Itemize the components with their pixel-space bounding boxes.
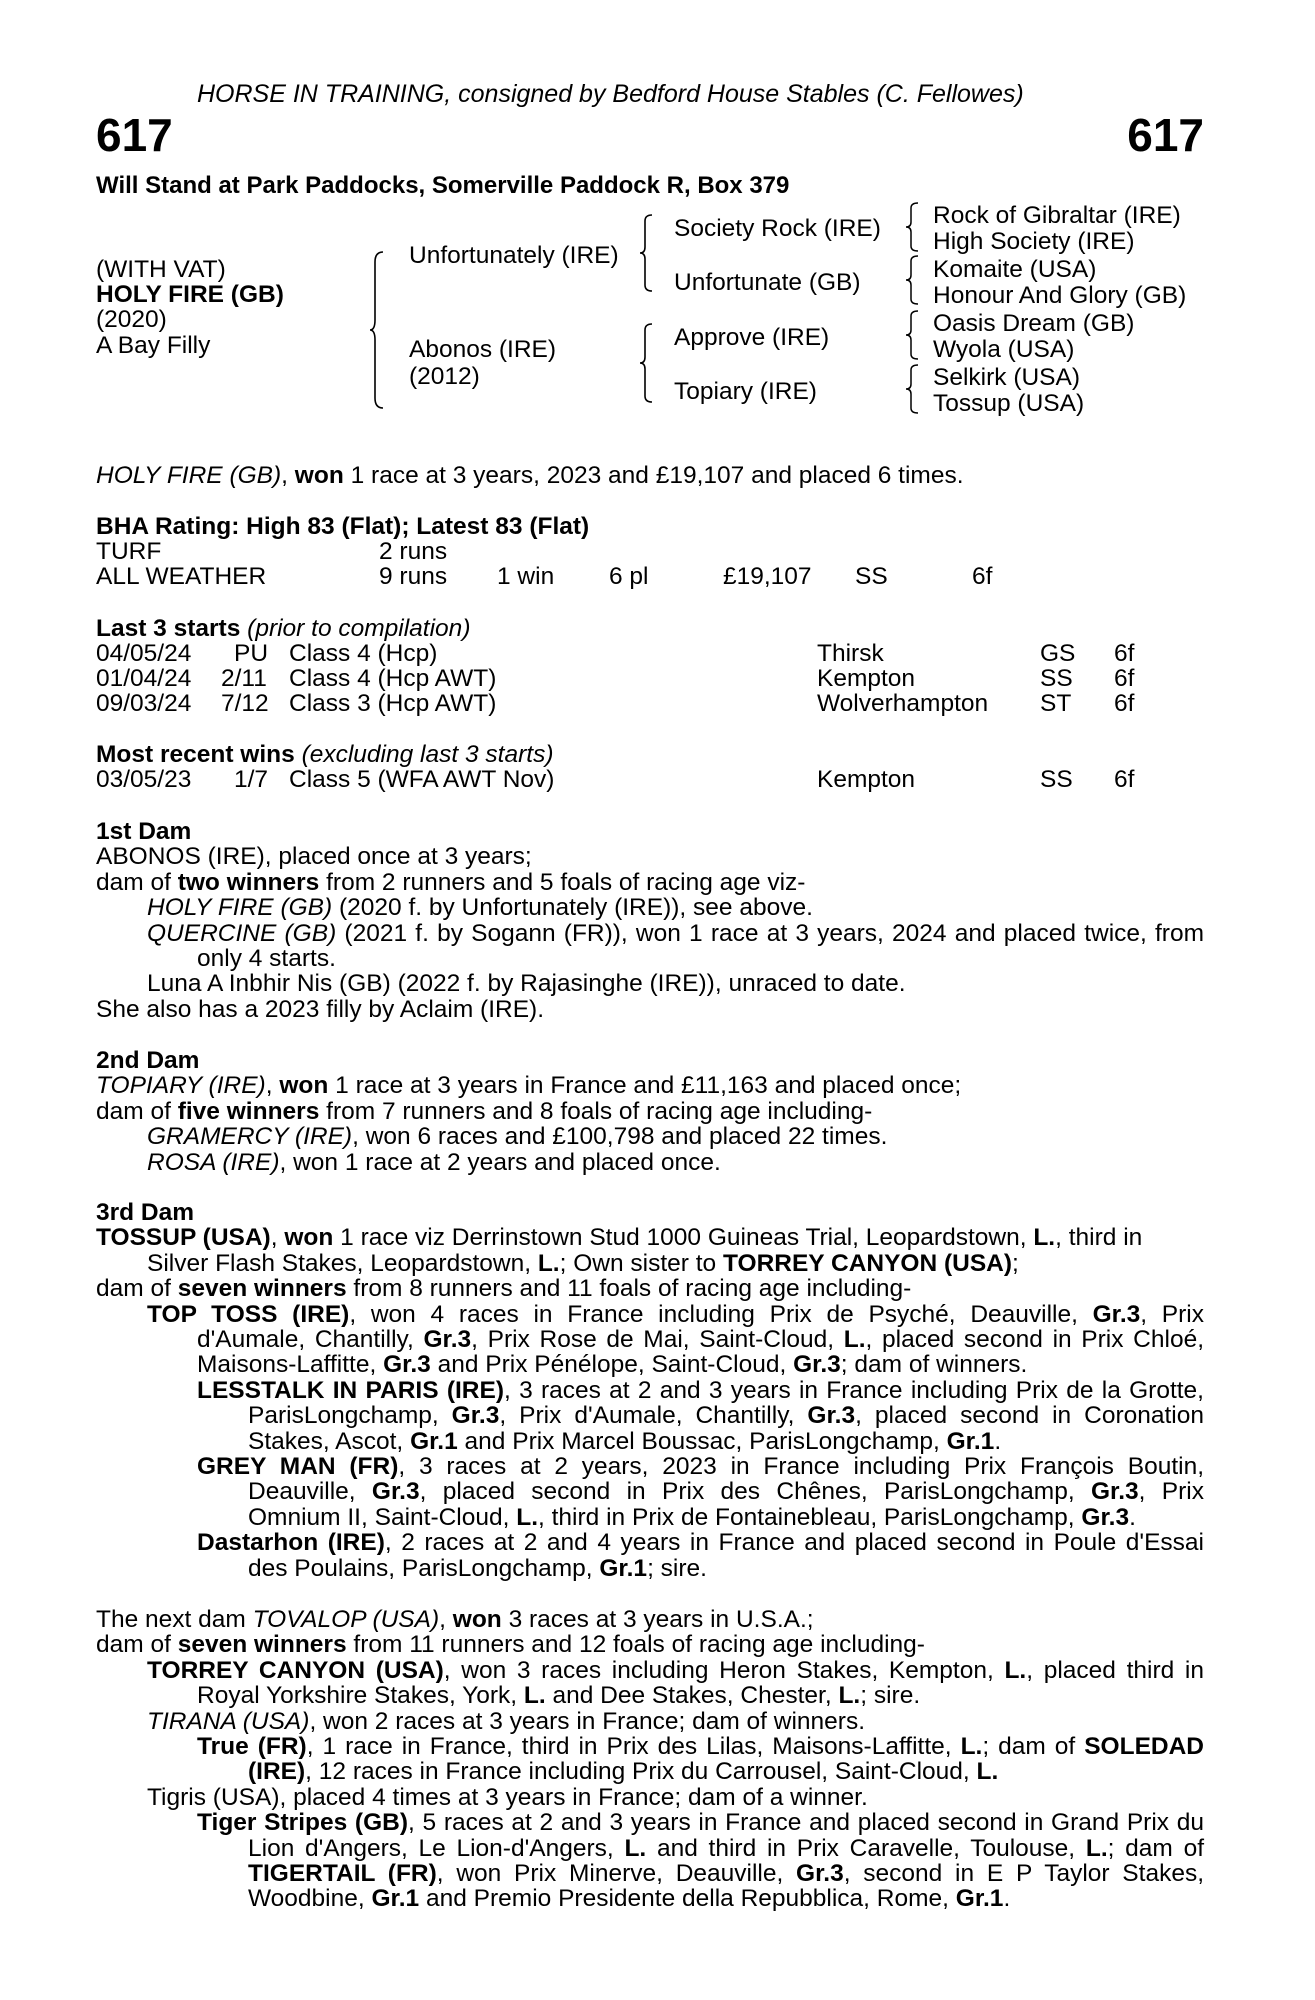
progeny-name: TIRANA (USA) bbox=[147, 1707, 310, 1735]
recent-wins-heading bbox=[96, 742, 553, 767]
text: 1 race viz Derrinstown Stud 1000 Guineas Trial, Leopardstown, bbox=[333, 1224, 1034, 1252]
text: , 2 races at 2 and 4 years in France and placed second in Poule d'Essai des Poulains, ParisLongchamp, bbox=[248, 1529, 1204, 1582]
grade: Gr.3 bbox=[1092, 1300, 1141, 1328]
progeny-detail: , won 6 races and £100,798 and placed 22 times. bbox=[352, 1123, 888, 1151]
rating-places: 6 pl bbox=[609, 563, 649, 590]
text: and Prix Marcel Boussac, ParisLongchamp, bbox=[457, 1427, 947, 1455]
next-dam-section bbox=[96, 1607, 1204, 1912]
first-dam-record: ABONOS (IRE), placed once at 3 years; bbox=[96, 843, 532, 871]
text: . bbox=[994, 1427, 1002, 1455]
text: , third in Silver Flash Stakes, Leopardstown, bbox=[147, 1224, 1143, 1277]
grade: Gr.3 bbox=[451, 1402, 500, 1430]
grade: Gr.3 bbox=[423, 1326, 472, 1354]
text: dam of bbox=[96, 1097, 178, 1125]
progeny-entry bbox=[96, 1530, 1204, 1581]
progeny-entry bbox=[96, 1302, 1204, 1378]
progeny-entry: Luna A Inbhir Nis (GB) (2022 f. by Rajasinghe (IRE)), unraced to date. bbox=[147, 970, 906, 998]
start-going: ST bbox=[1040, 690, 1072, 717]
pedigree-dam: Abonos (IRE) bbox=[409, 336, 557, 363]
grade: Gr.3 bbox=[383, 1351, 431, 1379]
start-course: Thirsk bbox=[817, 640, 884, 667]
start-date: 09/03/24 bbox=[96, 690, 192, 717]
text: ; sire. bbox=[860, 1682, 921, 1710]
grade: Gr.1 bbox=[410, 1427, 458, 1455]
start-race: Class 4 (Hcp) bbox=[289, 640, 438, 667]
text: ; Own sister to bbox=[559, 1249, 723, 1277]
rating-title: BHA Rating: High 83 (Flat); Latest 83 (Flat) bbox=[96, 513, 590, 540]
pedigree-brace-dam bbox=[640, 322, 654, 404]
start-race: Class 4 (Hcp AWT) bbox=[289, 665, 497, 692]
summary-text: 1 race at 3 years, 2023 and £19,107 and placed 6 times. bbox=[350, 462, 964, 489]
win-course: Kempton bbox=[817, 766, 916, 793]
winners-count: seven winners bbox=[177, 1275, 347, 1303]
text: , 3 races at 2 years, 2023 in France including Prix François Boutin, Deauville, bbox=[248, 1453, 1204, 1506]
progeny-name: GREY MAN (FR) bbox=[197, 1453, 399, 1481]
grade: L. bbox=[1085, 1834, 1108, 1862]
first-dam-note: She also has a 2023 filly by Aclaim (IRE). bbox=[96, 995, 545, 1023]
pedigree-brace-g2 bbox=[906, 254, 920, 306]
text: , Prix Omnium II, Saint-Cloud, bbox=[248, 1478, 1204, 1531]
first-dam-produce bbox=[96, 870, 1204, 895]
start-course: Kempton bbox=[817, 665, 916, 692]
text: , placed second in Prix Chloé, Maisons-Laffitte, bbox=[197, 1326, 1204, 1379]
second-dam-section bbox=[96, 1048, 1204, 1175]
grade: L. bbox=[523, 1682, 546, 1710]
progeny-name: TOP TOSS (IRE) bbox=[147, 1300, 350, 1328]
won-label: won bbox=[284, 1224, 334, 1252]
progeny-entry bbox=[96, 921, 1204, 972]
start-position: PU bbox=[234, 640, 269, 667]
race-summary: HOLY FIRE (GB), won 1 race at 3 years, 2023 and £19,107 and placed 6 times. bbox=[96, 462, 964, 489]
win-distance: 6f bbox=[1114, 766, 1135, 793]
grade: Gr.3 bbox=[793, 1351, 841, 1379]
progeny-name: Dastarhon (IRE) bbox=[197, 1529, 385, 1557]
start-position: 7/12 bbox=[221, 690, 269, 717]
vat-status: (WITH VAT) bbox=[96, 256, 226, 283]
grade: L. bbox=[1033, 1224, 1056, 1252]
first-dam-section bbox=[96, 819, 1204, 1022]
win-race: Class 5 (WFA AWT Nov) bbox=[289, 766, 555, 793]
progeny-entry bbox=[96, 1734, 1204, 1785]
rating-runs: 2 runs bbox=[379, 538, 448, 565]
text: , bbox=[439, 1606, 453, 1633]
pedigree-g5: Oasis Dream (GB) bbox=[933, 310, 1135, 337]
won-label: won bbox=[279, 1072, 329, 1100]
dam-name: TOVALOP (USA) bbox=[252, 1606, 440, 1633]
pedigree-g8: Tossup (USA) bbox=[933, 390, 1085, 417]
progeny-name: SOLEDAD (IRE) bbox=[248, 1733, 1205, 1786]
rating-row bbox=[96, 539, 1204, 564]
won-label: won bbox=[452, 1606, 502, 1633]
sister-name: TORREY CANYON (USA) bbox=[723, 1249, 1013, 1277]
rating-surface: TURF bbox=[96, 538, 162, 565]
next-dam-produce bbox=[96, 1632, 1204, 1657]
text: dam of bbox=[96, 1275, 178, 1303]
rating-prize: £19,107 bbox=[723, 563, 812, 590]
text: ; bbox=[1012, 1249, 1019, 1277]
lot-number-left: 617 bbox=[96, 109, 173, 161]
start-row bbox=[96, 641, 1204, 666]
grade: L. bbox=[838, 1682, 861, 1710]
progeny-entry bbox=[96, 1658, 1204, 1709]
text: ; sire. bbox=[647, 1554, 707, 1582]
grade: L. bbox=[976, 1758, 999, 1786]
text: . bbox=[1129, 1503, 1136, 1531]
pedigree-brace-g3 bbox=[906, 309, 920, 361]
text: and third in Prix Caravelle, Toulouse, bbox=[646, 1834, 1086, 1862]
pedigree-sire-dam: Unfortunate (GB) bbox=[674, 269, 861, 296]
winners-count: two winners bbox=[177, 868, 320, 896]
progeny-detail: , won 1 race at 2 years and placed once. bbox=[279, 1148, 721, 1176]
progeny-name: True (FR) bbox=[197, 1733, 307, 1761]
third-dam-section bbox=[96, 1200, 1204, 1581]
winners-count: five winners bbox=[177, 1097, 320, 1125]
text: , bbox=[270, 1224, 285, 1252]
text: ; dam of winners. bbox=[840, 1351, 1028, 1379]
pedigree-g6: Wyola (USA) bbox=[933, 336, 1075, 363]
text: , 1 race in France, third in Prix des Lilas, Maisons-Laffitte, bbox=[306, 1733, 961, 1761]
next-dam-record bbox=[96, 1607, 1204, 1632]
pedigree-dam-dam: Topiary (IRE) bbox=[674, 378, 817, 405]
text: , bbox=[265, 1072, 280, 1100]
text: . bbox=[1003, 1885, 1011, 1913]
text: from 11 runners and 12 foals of racing age including- bbox=[346, 1631, 925, 1659]
horse-name: HOLY FIRE (GB) bbox=[96, 281, 284, 308]
rating-distance: 6f bbox=[972, 563, 993, 590]
progeny-entry bbox=[96, 1378, 1204, 1454]
dam-name: TOSSUP (USA) bbox=[96, 1224, 271, 1252]
dam-name: TOPIARY (IRE) bbox=[96, 1072, 266, 1100]
text: , placed second in Prix des Chênes, ParisLongchamp, bbox=[419, 1478, 1091, 1506]
grade: L. bbox=[516, 1503, 539, 1531]
pedigree-dam-sire: Approve (IRE) bbox=[674, 324, 830, 351]
text: , won Prix Minerve, Deauville, bbox=[436, 1860, 797, 1888]
grade: Gr.1 bbox=[599, 1554, 648, 1582]
third-dam-record bbox=[96, 1225, 1204, 1276]
start-distance: 6f bbox=[1114, 690, 1135, 717]
rating-going: SS bbox=[855, 563, 888, 590]
first-dam-title: 1st Dam bbox=[96, 818, 192, 845]
progeny-name: TIGERTAIL (FR) bbox=[248, 1860, 437, 1888]
text: and Dee Stakes, Chester, bbox=[545, 1682, 839, 1710]
pedigree-dam-year: (2012) bbox=[409, 363, 480, 390]
grade: L. bbox=[1004, 1656, 1027, 1684]
text: , won 3 races including Heron Stakes, Kempton, bbox=[443, 1656, 1005, 1684]
second-dam-produce bbox=[96, 1099, 1204, 1124]
pedigree-brace-sire bbox=[640, 213, 654, 293]
pedigree-g1: Rock of Gibraltar (IRE) bbox=[933, 202, 1181, 229]
progeny-detail: (2021 f. by Sogann (FR)), won 1 race at 3 years, 2024 and placed twice, from only 4 starts. bbox=[197, 919, 1205, 973]
progeny-entry bbox=[96, 1124, 1204, 1149]
pedigree-brace-main bbox=[370, 250, 386, 410]
start-distance: 6f bbox=[1114, 640, 1135, 667]
rating-row bbox=[96, 564, 1204, 589]
text: from 7 runners and 8 foals of racing age including- bbox=[319, 1097, 873, 1125]
grade: Gr.3 bbox=[796, 1860, 844, 1888]
last-starts-title: Last 3 starts bbox=[96, 615, 241, 642]
progeny-detail: (2020 f. by Unfortunately (IRE)), see above. bbox=[332, 894, 813, 922]
start-row bbox=[96, 666, 1204, 691]
pedigree-brace-g1 bbox=[906, 201, 920, 253]
text: , 3 races at 2 and 3 years in France including Prix de la Grotte, ParisLongchamp, bbox=[248, 1376, 1204, 1430]
third-dam-title: 3rd Dam bbox=[96, 1199, 195, 1226]
summary-won: won bbox=[294, 462, 344, 489]
text: , Prix Rose de Mai, Saint-Cloud, bbox=[471, 1326, 844, 1354]
text: ; dam of bbox=[982, 1733, 1085, 1761]
grade: Gr.1 bbox=[371, 1885, 420, 1913]
grade: L. bbox=[624, 1834, 647, 1862]
grade: Gr.3 bbox=[1090, 1478, 1139, 1506]
start-row bbox=[96, 691, 1204, 716]
text: , won 2 races at 3 years in France; dam of winners. bbox=[309, 1707, 866, 1735]
text: from 8 runners and 11 foals of racing age including- bbox=[346, 1275, 912, 1303]
third-dam-produce bbox=[96, 1276, 1204, 1301]
horse-year: (2020) bbox=[96, 306, 167, 333]
last-starts-note: (prior to compilation) bbox=[247, 615, 471, 642]
recent-wins-title: Most recent wins bbox=[96, 741, 295, 768]
stand-location: Will Stand at Park Paddocks, Somerville Paddock R, Box 379 bbox=[96, 172, 790, 199]
text: dam of bbox=[96, 1631, 178, 1659]
progeny-name: GRAMERCY (IRE) bbox=[147, 1123, 353, 1151]
pedigree-g2: High Society (IRE) bbox=[933, 228, 1135, 255]
progeny-name: TORREY CANYON (USA) bbox=[147, 1656, 444, 1684]
progeny-entry bbox=[96, 1709, 1204, 1734]
text: , third in Prix de Fontainebleau, ParisLongchamp, bbox=[538, 1503, 1082, 1531]
recent-wins-note: (excluding last 3 starts) bbox=[301, 741, 554, 768]
start-position: 2/11 bbox=[221, 665, 267, 692]
text: 3 races at 3 years in U.S.A.; bbox=[501, 1606, 814, 1633]
pedigree-brace-g4 bbox=[906, 363, 920, 415]
rating-wins: 1 win bbox=[497, 563, 555, 590]
second-dam-title: 2nd Dam bbox=[96, 1047, 200, 1074]
progeny-name: HOLY FIRE (GB) bbox=[147, 894, 333, 922]
grade: Gr.1 bbox=[955, 1885, 1004, 1913]
progeny-entry bbox=[96, 1810, 1204, 1912]
pedigree-sire: Unfortunately (IRE) bbox=[409, 242, 619, 269]
start-course: Wolverhampton bbox=[817, 690, 989, 717]
text: , 5 races at 2 and 3 years in France and placed second in Grand Prix du Lion d'Angers, Le Lion-d'Angers, bbox=[248, 1809, 1204, 1862]
start-date: 04/05/24 bbox=[96, 640, 192, 667]
start-going: SS bbox=[1040, 665, 1073, 692]
pedigree-g7: Selkirk (USA) bbox=[933, 364, 1081, 391]
text: , placed second in Coronation Stakes, Ascot, bbox=[248, 1402, 1204, 1455]
text: , second in E P Taylor Stakes, Woodbine, bbox=[248, 1860, 1205, 1913]
progeny-entry: Tigris (USA), placed 4 times at 3 years in France; dam of a winner. bbox=[147, 1783, 868, 1811]
pedigree-sire-sire: Society Rock (IRE) bbox=[674, 215, 881, 242]
lot-number-right: 617 bbox=[1127, 109, 1204, 161]
grade: Gr.3 bbox=[1081, 1503, 1130, 1531]
progeny-name: Tiger Stripes (GB) bbox=[197, 1809, 408, 1837]
winners-count: seven winners bbox=[177, 1631, 347, 1659]
progeny-entry bbox=[96, 1454, 1204, 1530]
consignment-header: HORSE IN TRAINING, consigned by Bedford House Stables (C. Fellowes) bbox=[197, 80, 1024, 108]
summary-horse-name: HOLY FIRE (GB) bbox=[96, 462, 282, 489]
win-date: 03/05/23 bbox=[96, 766, 192, 793]
grade: L. bbox=[960, 1733, 983, 1761]
rating-surface: ALL WEATHER bbox=[96, 563, 267, 590]
grade: Gr.3 bbox=[807, 1402, 856, 1430]
progeny-entry bbox=[96, 1150, 1204, 1175]
horse-description: A Bay Filly bbox=[96, 332, 211, 359]
start-date: 01/04/24 bbox=[96, 665, 192, 692]
progeny-name: ROSA (IRE) bbox=[147, 1148, 280, 1176]
win-row bbox=[96, 767, 1204, 792]
grade: L. bbox=[843, 1326, 866, 1354]
text: , won 4 races in France including Prix de Psyché, Deauville, bbox=[349, 1300, 1093, 1328]
start-distance: 6f bbox=[1114, 665, 1135, 692]
start-race: Class 3 (Hcp AWT) bbox=[289, 690, 497, 717]
text: , Prix d'Aumale, Chantilly, bbox=[197, 1300, 1205, 1354]
pedigree-g4: Honour And Glory (GB) bbox=[933, 282, 1187, 309]
start-going: GS bbox=[1040, 640, 1076, 667]
text: , 12 races in France including Prix du Carrousel, Saint-Cloud, bbox=[305, 1758, 977, 1786]
pedigree-g3: Komaite (USA) bbox=[933, 256, 1097, 283]
text: dam of bbox=[96, 868, 178, 896]
last-starts-heading bbox=[96, 616, 470, 641]
grade: Gr.1 bbox=[946, 1427, 995, 1455]
progeny-name: LESSTALK IN PARIS (IRE) bbox=[197, 1376, 505, 1404]
second-dam-record bbox=[96, 1073, 1204, 1098]
text: ; dam of bbox=[1107, 1834, 1204, 1862]
text: , placed third in Royal Yorkshire Stakes, York, bbox=[197, 1656, 1204, 1710]
win-going: SS bbox=[1040, 766, 1073, 793]
progeny-name: QUERCINE (GB) bbox=[147, 919, 337, 947]
text: and Prix Pénélope, Saint-Cloud, bbox=[430, 1351, 794, 1379]
text: The next dam bbox=[96, 1606, 253, 1633]
grade: Gr.3 bbox=[371, 1478, 420, 1506]
progeny-entry bbox=[96, 895, 1204, 920]
text: 1 race at 3 years in France and £11,163 and placed once; bbox=[328, 1072, 962, 1100]
text: from 2 runners and 5 foals of racing age viz- bbox=[319, 868, 806, 896]
text: , Prix d'Aumale, Chantilly, bbox=[499, 1402, 808, 1430]
text: and Premio Presidente della Repubblica, Rome, bbox=[419, 1885, 956, 1913]
rating-runs: 9 runs bbox=[379, 563, 448, 590]
win-position: 1/7 bbox=[234, 766, 269, 793]
grade: L. bbox=[537, 1249, 560, 1277]
